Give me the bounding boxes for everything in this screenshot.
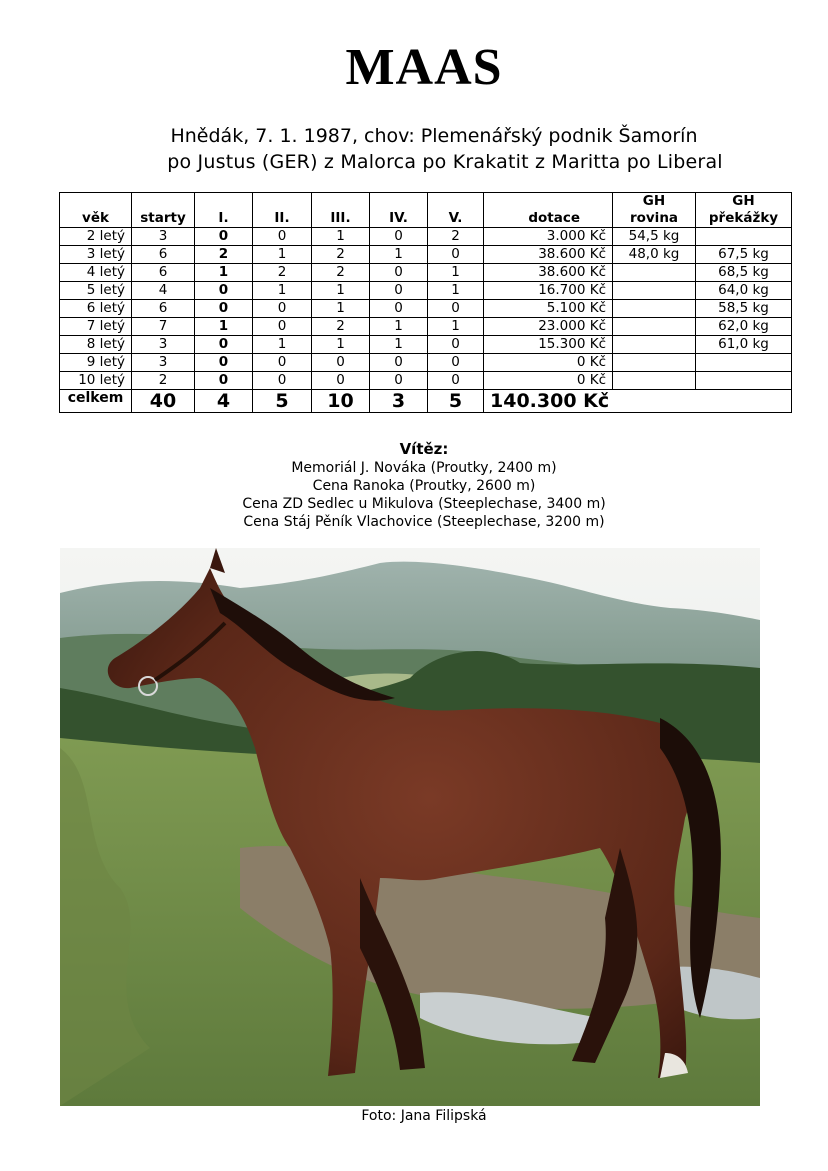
total-place-5: 5	[428, 390, 484, 413]
row-place-2: 0	[253, 354, 312, 372]
row-place-3: 1	[312, 282, 370, 300]
row-prize-money: 23.000 Kč	[484, 318, 613, 336]
total-label: celkem	[60, 390, 132, 413]
table-header-row	[60, 193, 792, 228]
row-gh-jump	[696, 354, 792, 372]
table-row	[60, 282, 792, 300]
row-age: 2 letý	[60, 228, 132, 246]
row-place-2: 0	[253, 300, 312, 318]
row-place-3: 0	[312, 372, 370, 390]
row-place-4: 0	[370, 354, 428, 372]
header-gh-flat	[613, 193, 696, 228]
row-age: 5 letý	[60, 282, 132, 300]
horse-photo	[60, 548, 760, 1106]
winner-race-list	[0, 459, 828, 531]
row-prize-money: 16.700 Kč	[484, 282, 613, 300]
total-prize-money: 140.300 Kč	[484, 390, 792, 413]
row-gh-jump: 61,0 kg	[696, 336, 792, 354]
row-age: 6 letý	[60, 300, 132, 318]
photo-caption: Foto: Jana Filipská	[361, 1108, 487, 1124]
row-place-1: 0	[195, 300, 253, 318]
row-prize-money: 0 Kč	[484, 372, 613, 390]
table-row	[60, 264, 792, 282]
row-age: 10 letý	[60, 372, 132, 390]
row-gh-flat	[613, 372, 696, 390]
total-starts: 40	[132, 390, 195, 413]
row-gh-flat	[613, 282, 696, 300]
winner-race-item: Cena Stáj Pěník Vlachovice (Steeplechase, 3200 m)	[243, 514, 605, 530]
row-starts: 2	[132, 372, 195, 390]
row-gh-jump: 67,5 kg	[696, 246, 792, 264]
header-gh-jump	[696, 193, 792, 228]
row-age: 8 letý	[60, 336, 132, 354]
horse-name-title: MAAS	[345, 39, 503, 96]
row-age: 9 letý	[60, 354, 132, 372]
row-place-4: 0	[370, 300, 428, 318]
row-starts: 6	[132, 300, 195, 318]
row-starts: 4	[132, 282, 195, 300]
header-gh-flat-bottom: rovina	[629, 210, 679, 226]
row-age: 7 letý	[60, 318, 132, 336]
row-place-1: 0	[195, 372, 253, 390]
row-starts: 3	[132, 354, 195, 372]
row-starts: 3	[132, 228, 195, 246]
row-place-3: 1	[312, 228, 370, 246]
table-total-row	[60, 390, 792, 413]
row-place-1: 2	[195, 246, 253, 264]
row-prize-money: 0 Kč	[484, 354, 613, 372]
table-row	[60, 354, 792, 372]
row-place-1: 1	[195, 318, 253, 336]
header-place-4: IV.	[370, 193, 428, 228]
row-place-2: 1	[253, 246, 312, 264]
row-age: 3 letý	[60, 246, 132, 264]
row-place-3: 1	[312, 300, 370, 318]
header-place-2: II.	[253, 193, 312, 228]
row-place-4: 1	[370, 336, 428, 354]
row-place-5: 0	[428, 354, 484, 372]
row-gh-flat	[613, 264, 696, 282]
row-place-2: 0	[253, 318, 312, 336]
total-place-3: 10	[312, 390, 370, 413]
row-place-4: 0	[370, 264, 428, 282]
horse-info-line: Hnědák, 7. 1. 1987, chov: Plemenářský podnik Šamorín	[170, 125, 698, 147]
total-place-2: 5	[253, 390, 312, 413]
table-row	[60, 300, 792, 318]
row-gh-flat: 54,5 kg	[613, 228, 696, 246]
row-gh-flat: 48,0 kg	[613, 246, 696, 264]
race-statistics-table	[59, 192, 792, 413]
row-place-3: 2	[312, 246, 370, 264]
winner-race-item: Cena ZD Sedlec u Mikulova (Steeplechase, 3400 m)	[242, 496, 606, 512]
row-prize-money: 15.300 Kč	[484, 336, 613, 354]
row-gh-flat	[613, 318, 696, 336]
row-gh-jump: 68,5 kg	[696, 264, 792, 282]
row-starts: 6	[132, 264, 195, 282]
row-prize-money: 5.100 Kč	[484, 300, 613, 318]
winner-heading: Vítěz:	[399, 440, 449, 458]
row-place-1: 0	[195, 228, 253, 246]
row-place-2: 1	[253, 336, 312, 354]
row-gh-flat	[613, 300, 696, 318]
row-place-1: 1	[195, 264, 253, 282]
header-gh-flat-top: GH	[642, 193, 666, 209]
row-place-1: 0	[195, 354, 253, 372]
row-place-2: 0	[253, 228, 312, 246]
row-place-2: 1	[253, 282, 312, 300]
row-place-1: 0	[195, 282, 253, 300]
row-gh-jump: 64,0 kg	[696, 282, 792, 300]
row-starts: 7	[132, 318, 195, 336]
winner-race-item: Memoriál J. Nováka (Proutky, 2400 m)	[291, 460, 557, 476]
row-place-4: 0	[370, 372, 428, 390]
winner-race-item: Cena Ranoka (Proutky, 2600 m)	[312, 478, 536, 494]
row-place-5: 1	[428, 282, 484, 300]
table-row	[60, 246, 792, 264]
row-place-3: 2	[312, 264, 370, 282]
row-place-5: 0	[428, 372, 484, 390]
row-gh-flat	[613, 336, 696, 354]
header-gh-jump-top: GH	[732, 193, 755, 209]
header-age: věk	[60, 193, 132, 228]
row-place-3: 2	[312, 318, 370, 336]
row-place-3: 0	[312, 354, 370, 372]
row-place-5: 0	[428, 300, 484, 318]
row-place-2: 2	[253, 264, 312, 282]
row-place-4: 1	[370, 246, 428, 264]
header-prize-money: dotace	[484, 193, 613, 228]
row-place-5: 0	[428, 246, 484, 264]
row-place-5: 1	[428, 318, 484, 336]
header-place-3: III.	[312, 193, 370, 228]
row-gh-jump: 58,5 kg	[696, 300, 792, 318]
row-place-5: 1	[428, 264, 484, 282]
pedigree-line: po Justus (GER) z Malorca po Krakatit z Maritta po Liberal	[167, 151, 723, 173]
horse-photo-illustration	[60, 548, 760, 1106]
row-gh-jump	[696, 228, 792, 246]
total-place-1: 4	[195, 390, 253, 413]
row-prize-money: 38.600 Kč	[484, 246, 613, 264]
row-starts: 3	[132, 336, 195, 354]
table-row	[60, 318, 792, 336]
row-gh-jump	[696, 372, 792, 390]
row-place-1: 0	[195, 336, 253, 354]
table-row	[60, 228, 792, 246]
row-gh-jump: 62,0 kg	[696, 318, 792, 336]
row-place-2: 0	[253, 372, 312, 390]
row-place-4: 0	[370, 228, 428, 246]
total-place-4: 3	[370, 390, 428, 413]
row-prize-money: 3.000 Kč	[484, 228, 613, 246]
header-starts: starty	[132, 193, 195, 228]
table-row	[60, 336, 792, 354]
header-place-1: I.	[195, 193, 253, 228]
header-gh-jump-bottom: překážky	[708, 210, 779, 226]
row-place-4: 1	[370, 318, 428, 336]
row-starts: 6	[132, 246, 195, 264]
row-place-5: 0	[428, 336, 484, 354]
row-prize-money: 38.600 Kč	[484, 264, 613, 282]
header-place-5: V.	[428, 193, 484, 228]
row-place-3: 1	[312, 336, 370, 354]
row-place-5: 2	[428, 228, 484, 246]
row-gh-flat	[613, 354, 696, 372]
row-age: 4 letý	[60, 264, 132, 282]
table-row	[60, 372, 792, 390]
row-place-4: 0	[370, 282, 428, 300]
